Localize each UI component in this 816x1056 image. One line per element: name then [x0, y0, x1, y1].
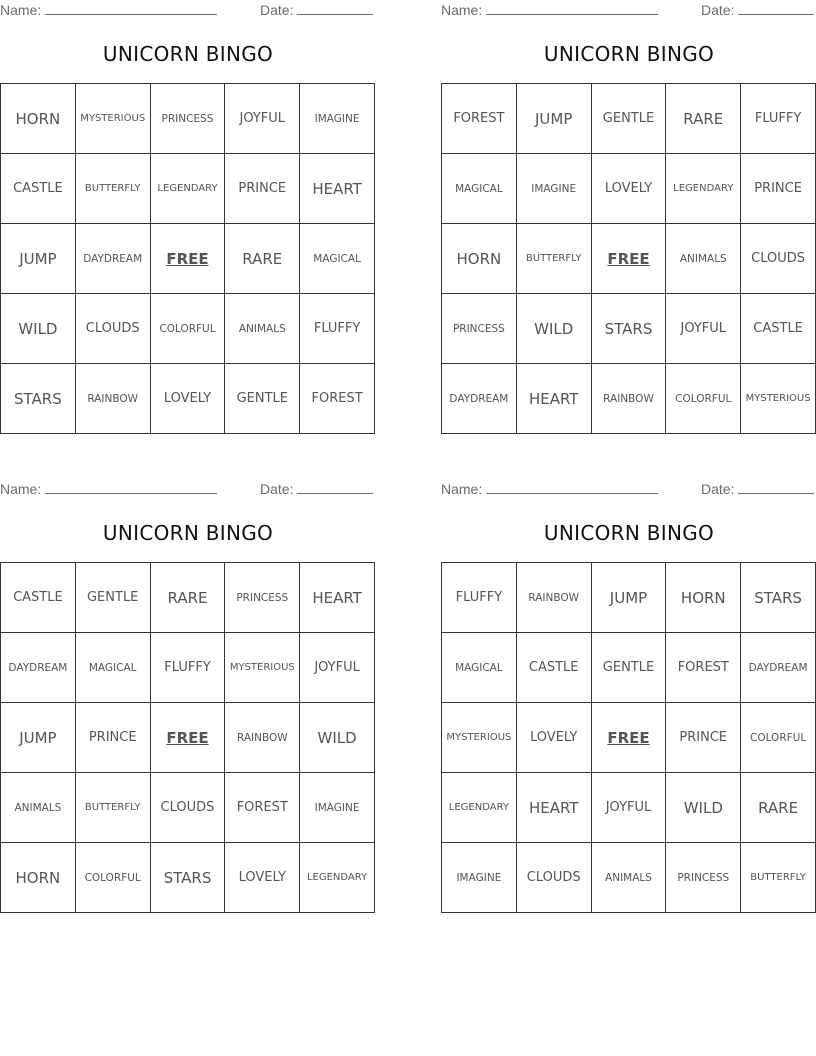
bingo-cell[interactable]: STARS — [151, 843, 226, 913]
bingo-card-2 — [441, 0, 816, 436]
bingo-cell[interactable]: CASTLE — [1, 563, 76, 633]
bingo-cell[interactable]: RAINBOW — [592, 364, 667, 434]
date-field[interactable] — [701, 2, 814, 18]
bingo-cell[interactable]: FLUFFY — [442, 563, 517, 633]
bingo-cell[interactable]: HEART — [300, 563, 375, 633]
bingo-cell[interactable]: HEART — [517, 364, 592, 434]
date-line — [297, 2, 373, 15]
bingo-cell[interactable]: GENTLE — [592, 633, 667, 703]
bingo-cell[interactable]: LEGENDARY — [151, 154, 226, 224]
date-line — [738, 481, 814, 494]
bingo-cell[interactable]: FOREST — [666, 633, 741, 703]
bingo-cell[interactable]: CASTLE — [741, 294, 816, 364]
bingo-cell[interactable]: MYSTERIOUS — [442, 703, 517, 773]
card-title: UNICORN BINGO — [102, 42, 274, 66]
bingo-cell[interactable]: LEGENDARY — [442, 773, 517, 843]
bingo-cell[interactable]: STARS — [741, 563, 816, 633]
bingo-cell[interactable]: PRINCE — [225, 154, 300, 224]
card-title: UNICORN BINGO — [102, 521, 274, 545]
bingo-cell[interactable]: JUMP — [592, 563, 667, 633]
bingo-cell-free[interactable]: FREE — [151, 703, 226, 773]
date-label: Date: — [260, 481, 294, 497]
name-line — [486, 2, 658, 15]
bingo-cell[interactable]: IMAGINE — [517, 154, 592, 224]
date-label: Date: — [701, 2, 735, 18]
bingo-card-3 — [0, 479, 376, 915]
bingo-cell[interactable]: FOREST — [442, 84, 517, 154]
bingo-cell[interactable]: MAGICAL — [300, 224, 375, 294]
bingo-cell[interactable]: BUTTERFLY — [76, 773, 151, 843]
bingo-cell[interactable]: WILD — [666, 773, 741, 843]
name-label: Name: — [0, 481, 42, 497]
date-label: Date: — [260, 2, 294, 18]
bingo-cell[interactable]: CASTLE — [517, 633, 592, 703]
bingo-cell[interactable]: JUMP — [1, 703, 76, 773]
name-line — [45, 2, 217, 15]
bingo-cell[interactable]: LOVELY — [225, 843, 300, 913]
bingo-cell[interactable]: HEART — [517, 773, 592, 843]
bingo-cell[interactable]: ANIMALS — [1, 773, 76, 843]
bingo-cell[interactable]: RARE — [741, 773, 816, 843]
bingo-cell[interactable]: COLORFUL — [151, 294, 226, 364]
bingo-cell-free[interactable]: FREE — [592, 703, 667, 773]
bingo-cell[interactable]: IMAGINE — [300, 773, 375, 843]
bingo-cell[interactable]: RAINBOW — [76, 364, 151, 434]
bingo-cell[interactable]: CLOUDS — [151, 773, 226, 843]
bingo-cell[interactable]: STARS — [1, 364, 76, 434]
bingo-cell[interactable]: COLORFUL — [741, 703, 816, 773]
bingo-cell[interactable]: ANIMALS — [592, 843, 667, 913]
bingo-cell[interactable]: IMAGINE — [442, 843, 517, 913]
bingo-cell[interactable]: CLOUDS — [517, 843, 592, 913]
name-label: Name: — [441, 481, 483, 497]
bingo-cell[interactable]: RARE — [666, 84, 741, 154]
bingo-cell[interactable]: LOVELY — [592, 154, 667, 224]
date-label: Date: — [701, 481, 735, 497]
bingo-cell[interactable]: LOVELY — [151, 364, 226, 434]
bingo-cell[interactable]: DAYDREAM — [76, 224, 151, 294]
bingo-cell[interactable]: DAYDREAM — [1, 633, 76, 703]
bingo-cell[interactable]: RARE — [151, 563, 226, 633]
bingo-cell[interactable]: COLORFUL — [666, 364, 741, 434]
bingo-cell[interactable]: BUTTERFLY — [741, 843, 816, 913]
bingo-cell[interactable]: FOREST — [300, 364, 375, 434]
bingo-grid — [0, 562, 375, 913]
bingo-cell[interactable]: JOYFUL — [592, 773, 667, 843]
bingo-cell[interactable]: JOYFUL — [300, 633, 375, 703]
bingo-cell[interactable]: JOYFUL — [666, 294, 741, 364]
bingo-cell[interactable]: PRINCESS — [225, 563, 300, 633]
bingo-cell[interactable]: BUTTERFLY — [76, 154, 151, 224]
bingo-cell[interactable]: MAGICAL — [442, 154, 517, 224]
bingo-cell[interactable]: RAINBOW — [517, 563, 592, 633]
bingo-cell[interactable]: DAYDREAM — [741, 633, 816, 703]
bingo-cell[interactable]: GENTLE — [76, 563, 151, 633]
bingo-cell[interactable]: DAYDREAM — [442, 364, 517, 434]
date-field[interactable] — [260, 481, 373, 497]
name-line — [486, 481, 658, 494]
bingo-cell[interactable]: IMAGINE — [300, 84, 375, 154]
bingo-cell[interactable]: STARS — [592, 294, 667, 364]
card-title: UNICORN BINGO — [543, 521, 715, 545]
bingo-cell-free[interactable]: FREE — [592, 224, 667, 294]
bingo-cell[interactable]: CLOUDS — [76, 294, 151, 364]
bingo-cell[interactable]: ANIMALS — [225, 294, 300, 364]
bingo-cell[interactable]: RARE — [225, 224, 300, 294]
bingo-cell[interactable]: GENTLE — [225, 364, 300, 434]
bingo-cell[interactable]: JUMP — [1, 224, 76, 294]
bingo-cell[interactable]: PRINCE — [76, 703, 151, 773]
bingo-grid — [441, 562, 816, 913]
bingo-cell[interactable]: PRINCESS — [666, 843, 741, 913]
name-label: Name: — [0, 2, 42, 18]
name-field[interactable] — [0, 481, 217, 497]
bingo-cell[interactable]: FLUFFY — [741, 84, 816, 154]
bingo-cell[interactable]: MYSTERIOUS — [76, 84, 151, 154]
date-line — [738, 2, 814, 15]
bingo-cell[interactable]: HORN — [666, 563, 741, 633]
bingo-cell[interactable]: RAINBOW — [225, 703, 300, 773]
bingo-cell[interactable]: WILD — [517, 294, 592, 364]
bingo-cell[interactable]: FLUFFY — [151, 633, 226, 703]
card-header — [441, 2, 816, 20]
card-header — [441, 481, 816, 499]
bingo-cell[interactable]: COLORFUL — [76, 843, 151, 913]
bingo-cell[interactable]: MAGICAL — [76, 633, 151, 703]
bingo-cell[interactable]: MYSTERIOUS — [225, 633, 300, 703]
date-line — [297, 481, 373, 494]
bingo-cell[interactable]: MYSTERIOUS — [741, 364, 816, 434]
bingo-cell[interactable]: HORN — [442, 224, 517, 294]
name-field[interactable] — [441, 481, 658, 497]
bingo-cell[interactable]: ANIMALS — [666, 224, 741, 294]
bingo-cell[interactable]: JUMP — [517, 84, 592, 154]
bingo-cell[interactable]: WILD — [300, 703, 375, 773]
name-field[interactable] — [441, 2, 658, 18]
bingo-cell[interactable]: PRINCE — [741, 154, 816, 224]
bingo-cell[interactable]: LOVELY — [517, 703, 592, 773]
bingo-cell[interactable]: CASTLE — [1, 154, 76, 224]
bingo-cell[interactable]: LEGENDARY — [666, 154, 741, 224]
bingo-cell[interactable]: HORN — [1, 843, 76, 913]
date-field[interactable] — [260, 2, 373, 18]
bingo-cell[interactable]: WILD — [1, 294, 76, 364]
bingo-grid — [0, 83, 375, 434]
bingo-cell[interactable]: HORN — [1, 84, 76, 154]
card-header — [0, 2, 376, 20]
bingo-card-4 — [441, 479, 816, 915]
name-label: Name: — [441, 2, 483, 18]
bingo-cell[interactable]: PRINCESS — [151, 84, 226, 154]
bingo-cell-free[interactable]: FREE — [151, 224, 226, 294]
bingo-cell[interactable]: JOYFUL — [225, 84, 300, 154]
name-line — [45, 481, 217, 494]
bingo-cell[interactable]: FLUFFY — [300, 294, 375, 364]
bingo-cell[interactable]: CLOUDS — [741, 224, 816, 294]
bingo-cell[interactable]: BUTTERFLY — [517, 224, 592, 294]
bingo-cell[interactable]: LEGENDARY — [300, 843, 375, 913]
card-header — [0, 481, 376, 499]
bingo-grid — [441, 83, 816, 434]
bingo-cell[interactable]: GENTLE — [592, 84, 667, 154]
bingo-cell[interactable]: PRINCE — [666, 703, 741, 773]
bingo-cell[interactable]: FOREST — [225, 773, 300, 843]
bingo-cell[interactable]: PRINCESS — [442, 294, 517, 364]
card-title: UNICORN BINGO — [543, 42, 715, 66]
date-field[interactable] — [701, 481, 814, 497]
bingo-cell[interactable]: MAGICAL — [442, 633, 517, 703]
bingo-card-1 — [0, 0, 376, 436]
name-field[interactable] — [0, 2, 217, 18]
bingo-cell[interactable]: HEART — [300, 154, 375, 224]
